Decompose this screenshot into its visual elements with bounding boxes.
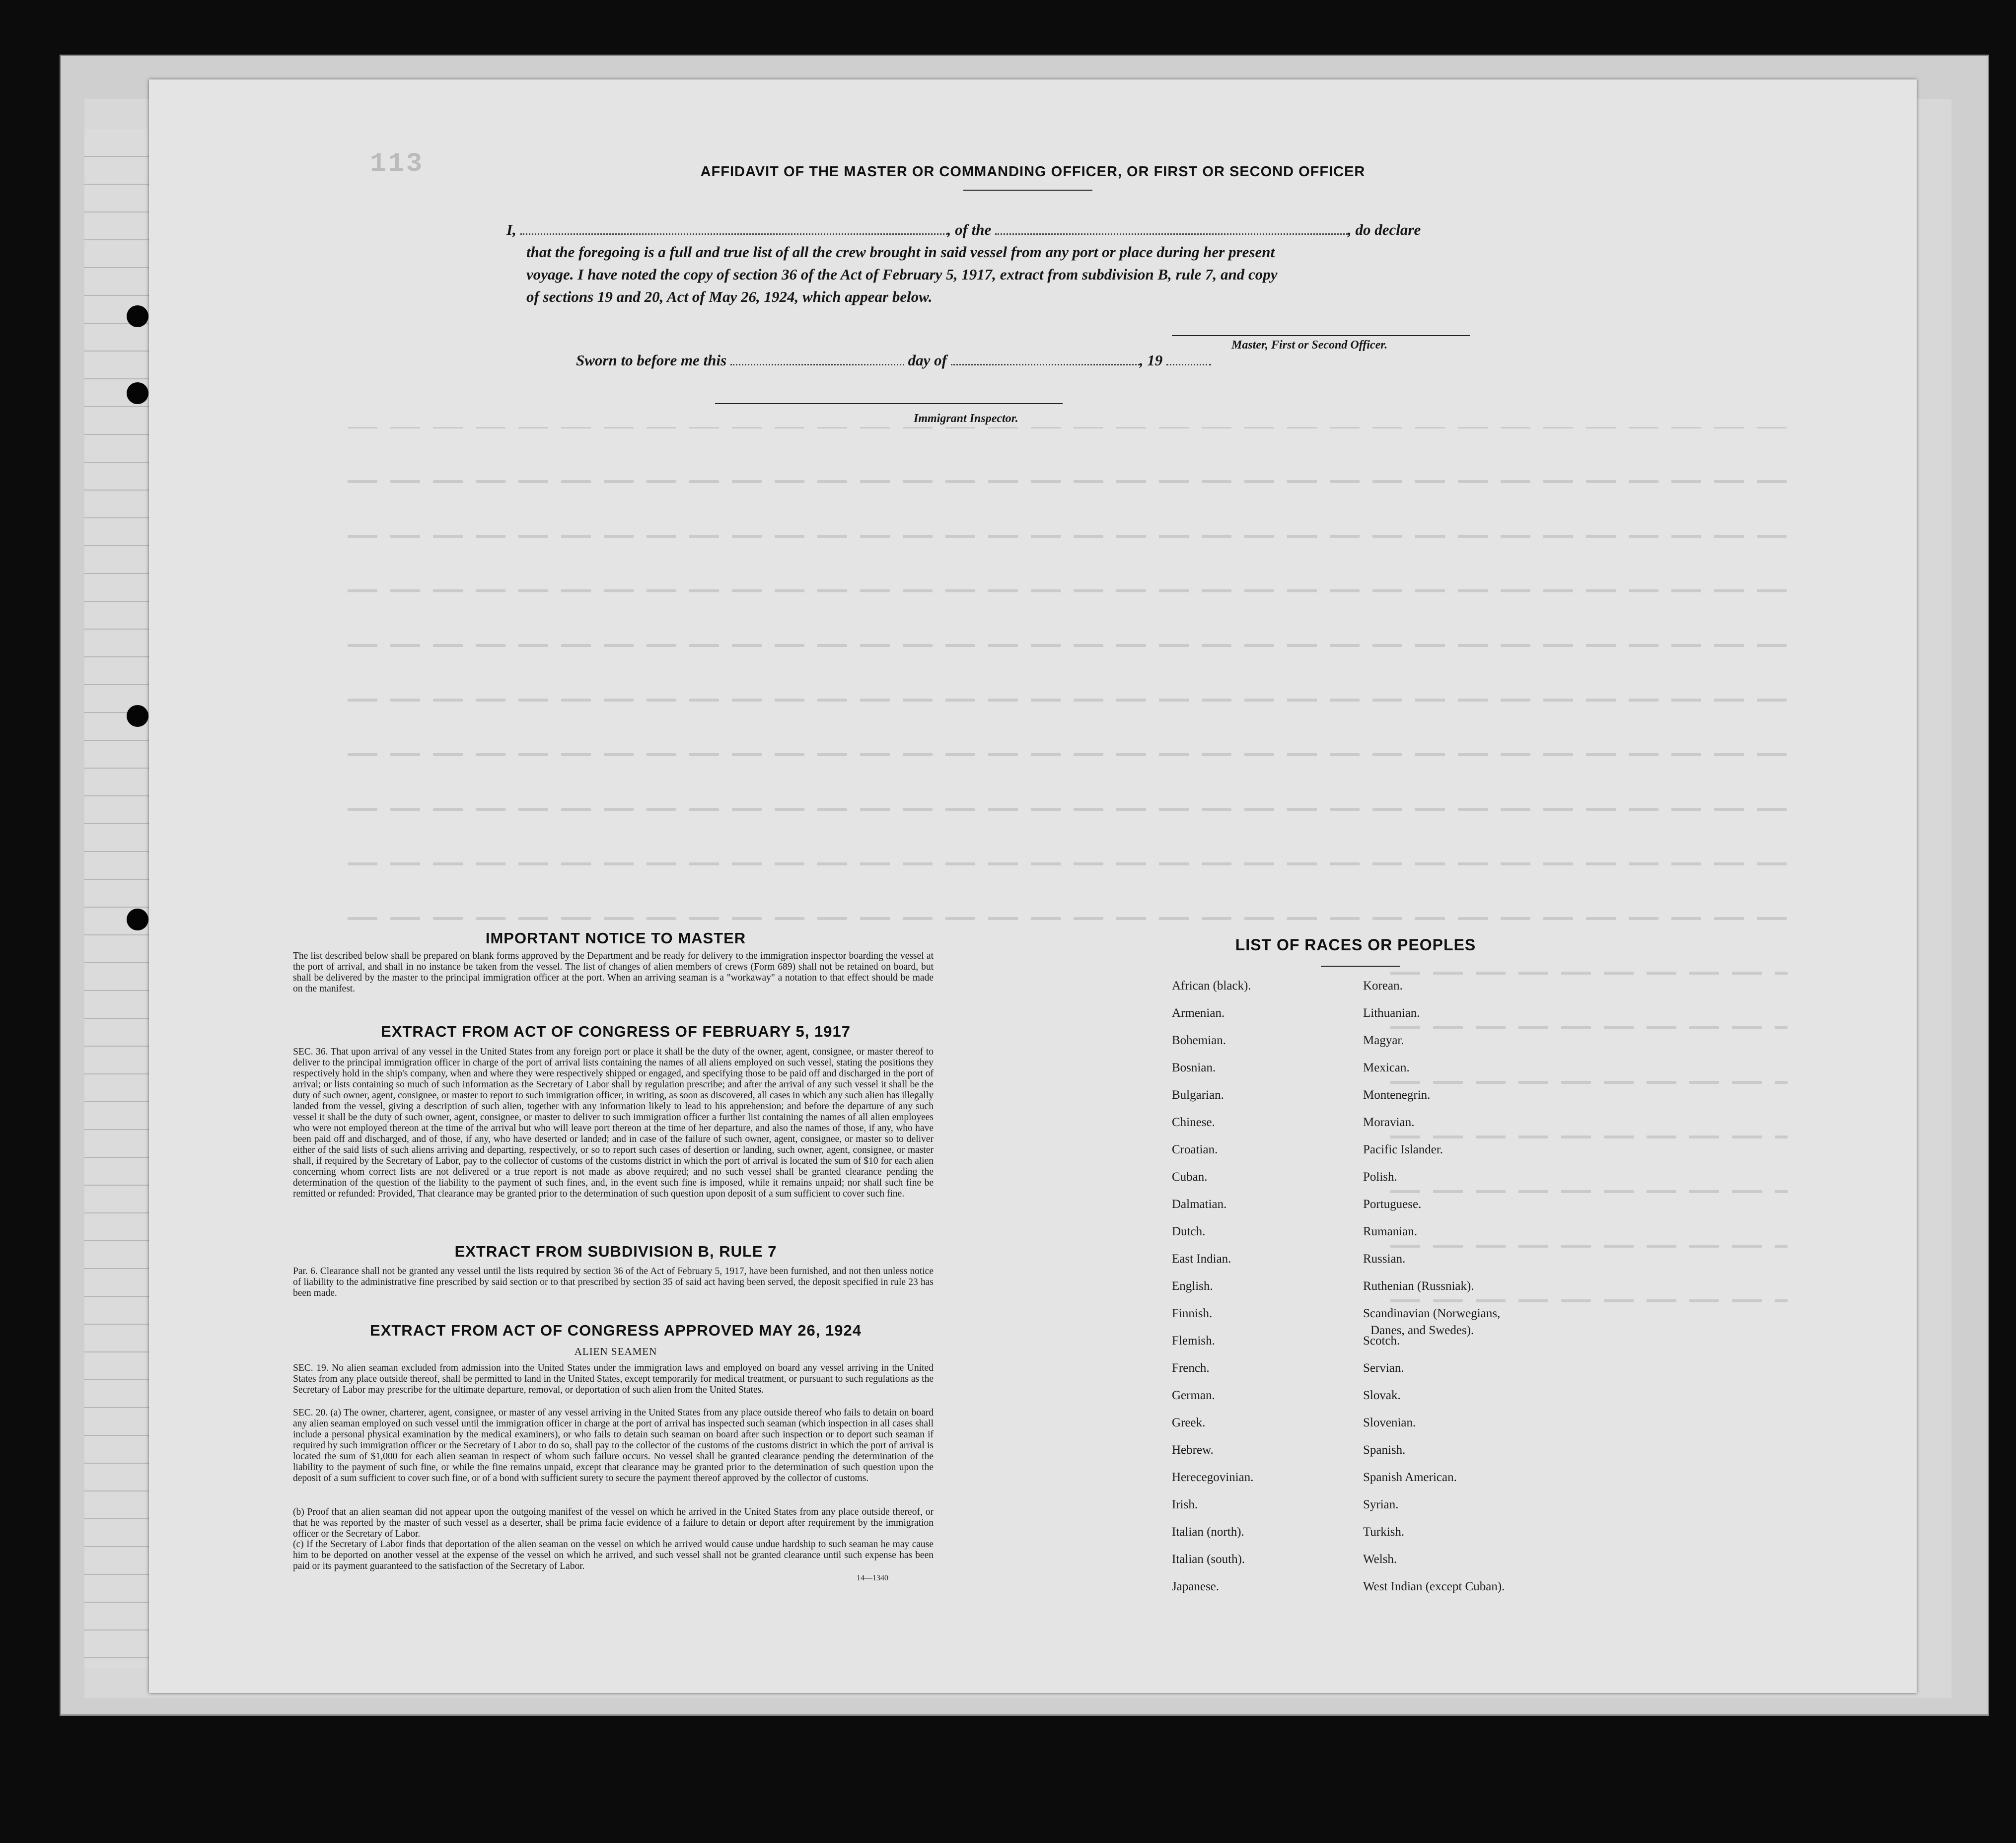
race-left-item: East Indian. — [1172, 1252, 1231, 1266]
affidavit-sheet — [149, 79, 1917, 1693]
race-right-item: Spanish American. — [1363, 1471, 1457, 1484]
affidavit-declare-label: , do declare — [1348, 221, 1421, 238]
races-title: LIST OF RACES OR PEOPLES — [1235, 936, 1476, 954]
race-right-item: Moravian. — [1363, 1116, 1415, 1129]
extract-1917-title: EXTRACT FROM ACT OF CONGRESS OF FEBRUARY 5, 1917 — [381, 1023, 851, 1040]
master-signature-line[interactable] — [1172, 335, 1470, 336]
race-right-item: Ruthenian (Russniak). — [1363, 1279, 1474, 1293]
sworn-day-label: day of — [908, 352, 947, 369]
race-right-item: Spanish. — [1363, 1443, 1406, 1457]
sworn-line — [576, 352, 1211, 369]
sworn-date-field[interactable] — [730, 364, 904, 365]
races-title-rule — [1321, 966, 1400, 967]
race-left-item: Hebrew. — [1172, 1443, 1214, 1457]
race-left-item: Irish. — [1172, 1498, 1198, 1511]
affidavit-of-the-label: , of the — [947, 221, 992, 238]
notice-title: IMPORTANT NOTICE TO MASTER — [485, 929, 746, 947]
race-left-item: English. — [1172, 1279, 1213, 1293]
affidavit-line3: voyage. I have noted the copy of section 36 of the Act of February 5, 1917, extract from subdivision B, rule 7, and copy — [526, 266, 1278, 283]
race-right-item: Magyar. — [1363, 1034, 1404, 1047]
race-left-item: Dalmatian. — [1172, 1198, 1227, 1211]
race-right-item: Scotch. — [1363, 1334, 1400, 1347]
extract-1924-sec19: SEC. 19. No alien seaman excluded from admission into the United States under the immigration laws and employed on board any vessel arriving in the United States from any place outside thereof, shall be permitted to land in the United States, except temporarily for medical treatment, or pursuant to such regulations as the Secretary of Labor may prescribe for the ultimate departure, removal, or deportation of such alien from the United States. — [293, 1363, 934, 1395]
sworn-year-field[interactable] — [1166, 364, 1211, 365]
race-right-item: Servian. — [1363, 1361, 1404, 1375]
race-left-item: Italian (south). — [1172, 1553, 1245, 1566]
affidavit-line1 — [506, 221, 1649, 239]
race-left-item: Dutch. — [1172, 1225, 1206, 1238]
race-left-item: Croatian. — [1172, 1143, 1218, 1156]
race-left-item: Chinese. — [1172, 1116, 1215, 1129]
race-right-item: Montenegrin. — [1363, 1088, 1431, 1102]
extract-1924-sec20a: SEC. 20. (a) The owner, charterer, agent, consignee, or master of any vessel arriving in the United States from any place outside thereof who fails to detain on board any alien seaman employed on such vessel until the immigration officer in charge at the port of arrival has inspected such seaman (which inspection in all cases shall include a personal physical examination by the medical examiners), or who fails to detain such seaman on board after such inspection or to deport such seaman if required by such immigration officer or the Secretary of Labor to do so, shall pay to the collector of the customs of the customs district in which the port of arrival is located the sum of $1,000 for each alien seaman in respect of whom such failure occurs. No vessel shall be granted clearance pending the determination of the liability to the payment of such fine, or while the fine remains unpaid, except that clearance may be granted prior to the determination of such question upon the deposit of a sum sufficient to cover such fine, or of a bond with sufficient surety to secure the payment thereof approved by the collector of customs. — [293, 1408, 934, 1484]
race-right-item: Syrian. — [1363, 1498, 1399, 1511]
race-right-item: Welsh. — [1363, 1553, 1397, 1566]
race-left-item: Flemish. — [1172, 1334, 1215, 1347]
race-right-item: West Indian (except Cuban). — [1363, 1580, 1505, 1593]
sworn-year-label: , 19 — [1139, 352, 1163, 369]
affidavit-title: AFFIDAVIT OF THE MASTER OR COMMANDING OFFICER, OR FIRST OR SECOND OFFICER — [700, 164, 1366, 180]
race-left-item: Bohemian. — [1172, 1034, 1226, 1047]
binder-hole-left-2 — [127, 382, 148, 404]
extract-1924-sec20c: (c) If the Secretary of Labor finds that deportation of the alien seaman on the vessel on which he arrived would cause undue hardship to such seaman he may cause him to be deported on another vessel at the expense of the vessel on which he arrived, and such vessel shall not be granted clearance until such expense has been paid or its payment guaranteed to the satisfaction of the Secretary of Labor. — [293, 1539, 934, 1571]
affidavit-line2: that the foregoing is a full and true list of all the crew brought in said vessel from any port or place during her present — [526, 243, 1275, 261]
race-right-item: Lithuanian. — [1363, 1006, 1420, 1020]
ghost-manifest-columns — [149, 427, 1917, 1370]
extract-1924-sec20b: (b) Proof that an alien seaman did not appear upon the outgoing manifest of the vessel on which he arrived in the United States from any place outside thereof, or that he was reported by the master of such vessel as a deserter, shall be prima facie evidence of a failure to detain or deport after requirement by the immigration officer or the Secretary of Labor. — [293, 1507, 934, 1539]
race-right-item: Mexican. — [1363, 1061, 1410, 1074]
race-left-item: Greek. — [1172, 1416, 1206, 1429]
race-left-item: Cuban. — [1172, 1170, 1208, 1184]
race-left-item: Finnish. — [1172, 1307, 1213, 1320]
extract-1917-text: SEC. 36. That upon arrival of any vessel in the United States from any foreign port or place it shall be the duty of the owner, agent, consignee, or master thereof to deliver to the principal immigration officer in charge of the port of arrival lists containing the names of all aliens employed on such vessel, stating the positions they respectively hold in the ship's company, when and where they were respectively shipped or engaged, and specifying those to be paid off and discharged in the port of arrival; or lists containing so much of such information as the Secretary of Labor shall by regulation prescribe; and after the arrival of any such vessel it shall be the duty of such owner, agent, consignee, or master to report to such immigration officer, in writing, as soon as discovered, all cases in which any such alien has illegally landed from the vessel, giving a description of such alien, together with any information likely to lead to his apprehension; and before the departure of any such vessel it shall be the duty of such owner, agent, consignee, or master to deliver to such immigration officer a further list containing the names of all alien employees who were not employed thereon at the time of the arrival but who will leave port thereon at the time of her departure, and also the names of those, if any, who have been paid off and discharged, and of those, if any, who have deserted or landed; and in case of the failure of such owner, agent, consignee, or master so to deliver either of the said lists of such aliens arriving and departing, respectively, or so to report such cases of desertion or landing, such owner, agent, consignee, or master shall, if required by the Secretary of Labor, pay to the collector of customs of the customs district in which the port of arrival is located the sum of $10 for each alien concerning whom correct lists are not delivered or a true report is not made as above required; and no such vessel shall be granted clearance pending the determination of the question of the liability to the payment of such fines, and, in the event such fine is imposed, while it remains unpaid; nor shall such fine be remitted or refunded: Provided, That clearance may be granted prior to the determination of such question upon deposit of a sum sufficient to cover such fine. — [293, 1047, 934, 1199]
master-signature-label: Master, First or Second Officer. — [1231, 339, 1388, 352]
sworn-month-field[interactable] — [951, 364, 1140, 365]
race-right-item: Turkish. — [1363, 1525, 1405, 1539]
ghost-page-number: 113 — [370, 149, 425, 179]
race-left-item: Japanese. — [1172, 1580, 1220, 1593]
inspector-signature-line[interactable] — [715, 403, 1063, 404]
race-left-item: German. — [1172, 1389, 1215, 1402]
race-left-item: Bosnian. — [1172, 1061, 1216, 1074]
race-right-item: Scandinavian (Norwegians, — [1363, 1307, 1501, 1320]
race-right-item: Russian. — [1363, 1252, 1406, 1266]
race-right-item: Korean. — [1363, 979, 1403, 992]
ruled-page-edge — [84, 129, 154, 1668]
race-right-item: Slovak. — [1363, 1389, 1401, 1402]
race-left-item: Herecegovinian. — [1172, 1471, 1254, 1484]
sworn-prefix: Sworn to before me this — [576, 352, 727, 369]
affidavit-title-rule — [963, 190, 1092, 191]
binder-hole-left-4 — [127, 909, 148, 930]
affidavit-line4: of sections 19 and 20, Act of May 26, 1924, which appear below. — [526, 288, 933, 305]
inspector-label: Immigrant Inspector. — [914, 412, 1018, 425]
extract-rule7-title: EXTRACT FROM SUBDIVISION B, RULE 7 — [454, 1243, 777, 1260]
race-right-item: Pacific Islander. — [1363, 1143, 1443, 1156]
vessel-name-field[interactable] — [995, 233, 1348, 235]
race-left-item: African (black). — [1172, 979, 1251, 992]
affiant-name-field[interactable] — [520, 233, 947, 235]
race-right-scandinavian-cont: Danes, and Swedes). — [1370, 1324, 1474, 1337]
extract-1924-subtitle: ALIEN SEAMEN — [574, 1346, 657, 1357]
race-left-item: Bulgarian. — [1172, 1088, 1224, 1102]
race-left-item: French. — [1172, 1361, 1210, 1375]
affidavit-i-label: I, — [506, 221, 516, 238]
form-number: 14—1340 — [857, 1574, 888, 1582]
race-left-item: Armenian. — [1172, 1006, 1225, 1020]
notice-text: The list described below shall be prepared on blank forms approved by the Department and be ready for delivery to the immigration inspector boarding the vessel at the port of arrival, and shall in no instance be taken from the vessel. The list of changes of alien members of crews (Form 689) shall not be retained on board, but shall be delivered by the master to the principal immigration officer at the port. When an arriving seaman is a "workaway" a notation to that effect should be made on the manifest. — [293, 951, 934, 994]
extract-rule7-text: Par. 6. Clearance shall not be granted any vessel until the lists required by section 36 of the Act of February 5, 1917, have been furnished, and not then unless notice of liability to the administrative fine prescribed by said section or to that prescribed by section 35 of said act having been served, the deposit specified in rule 23 has been made. — [293, 1266, 934, 1298]
extract-1924-title: EXTRACT FROM ACT OF CONGRESS APPROVED MAY 26, 1924 — [370, 1322, 862, 1339]
race-right-item: Rumanian. — [1363, 1225, 1418, 1238]
binder-hole-left-1 — [127, 305, 148, 327]
binder-hole-left-3 — [127, 705, 148, 727]
race-right-item: Polish. — [1363, 1170, 1397, 1184]
race-left-item: Italian (north). — [1172, 1525, 1244, 1539]
race-right-item: Slovenian. — [1363, 1416, 1416, 1429]
race-right-item: Portuguese. — [1363, 1198, 1422, 1211]
